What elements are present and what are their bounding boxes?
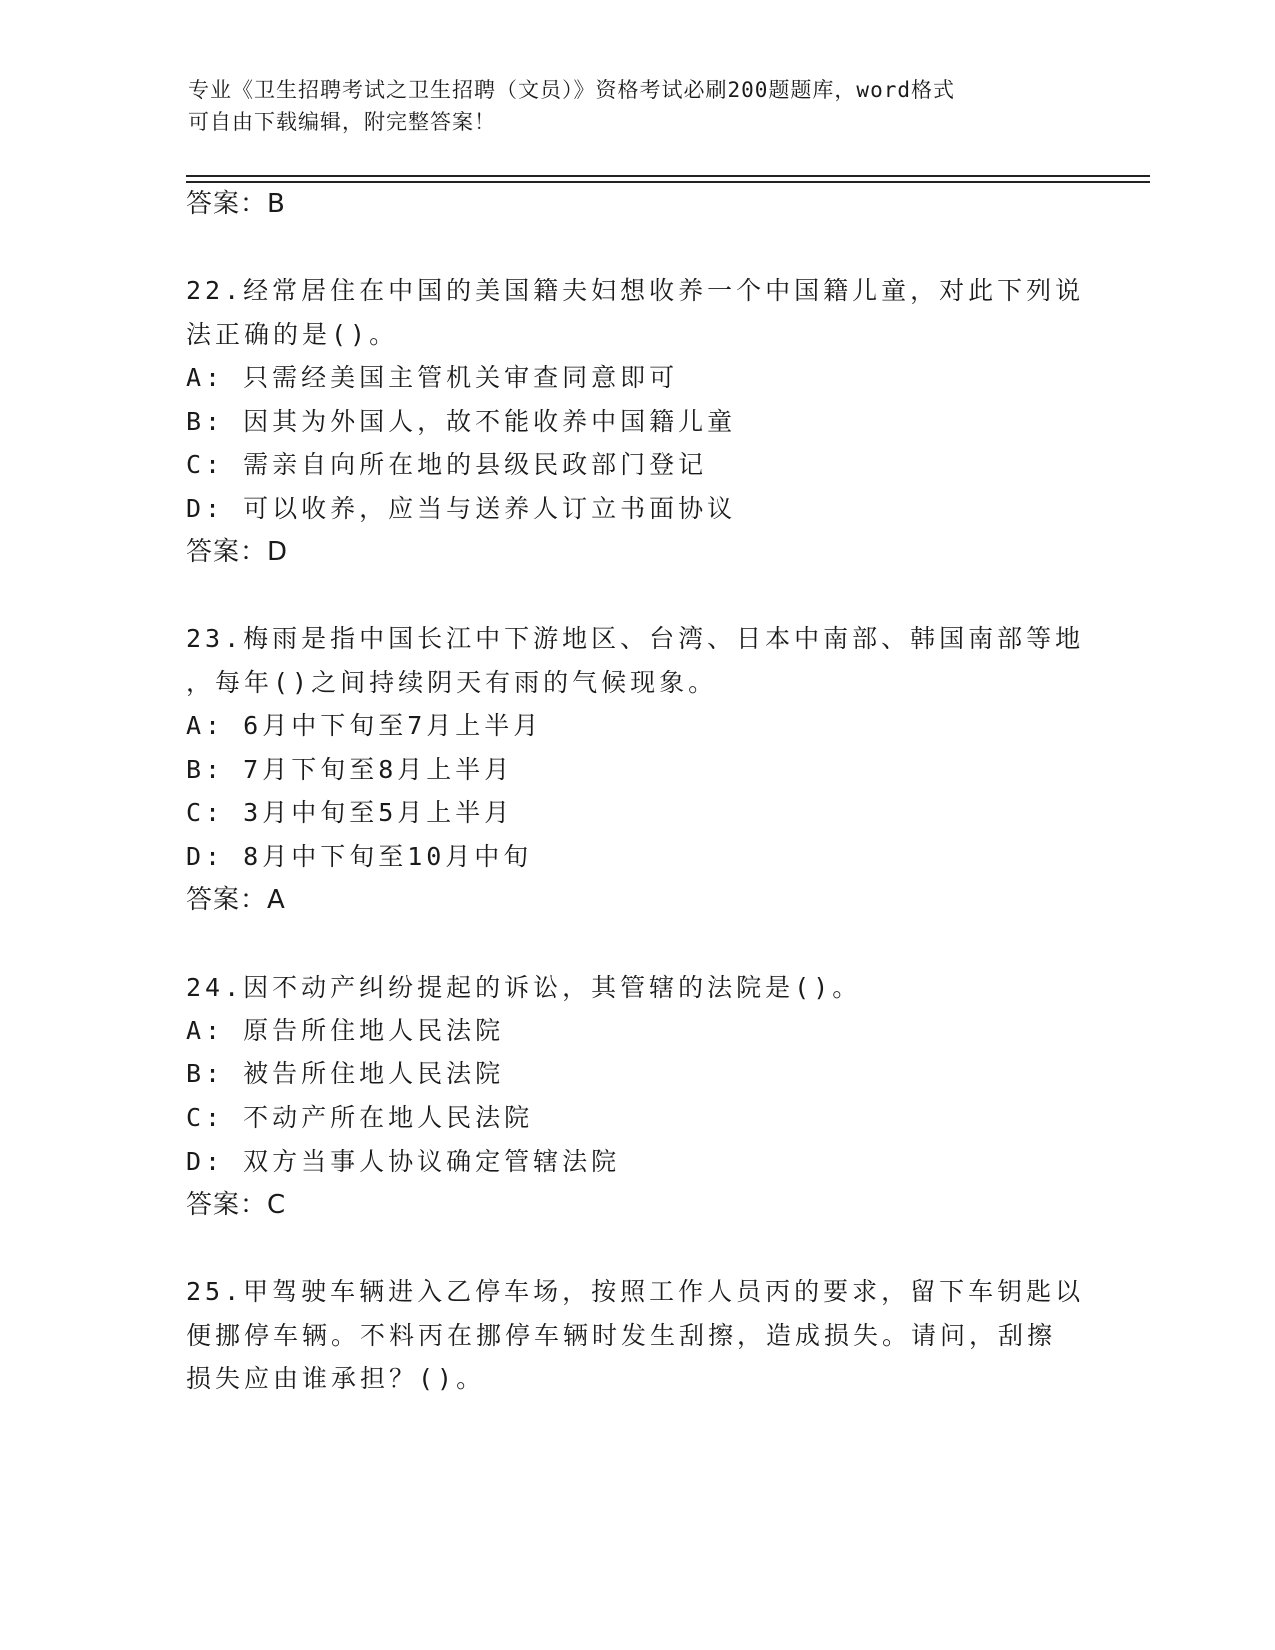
question-25-stem-line-3: 损失应由谁承担？()。 <box>186 1364 486 1393</box>
question-22-option-c: C: 需亲自向所在地的县级民政部门登记 <box>186 450 708 479</box>
question-24-option-d: D: 双方当事人协议确定管辖法院 <box>186 1147 621 1176</box>
header-rule-bottom <box>186 181 1150 183</box>
header-line-1: 专业《卫生招聘考试之卫生招聘（文员）》资格考试必刷200题题库，word格式 <box>188 78 955 102</box>
question-22-stem-line-2: 法正确的是()。 <box>186 320 399 349</box>
document-header <box>188 74 1068 138</box>
question-25-stem-line-2: 便挪停车辆。不料丙在挪停车辆时发生刮擦，造成损失。请问，刮擦 <box>186 1321 1057 1350</box>
question-23-option-a: A: 6月中下旬至7月上半月 <box>186 711 543 740</box>
question-22-option-a: A: 只需经美国主管机关审查同意即可 <box>186 363 679 392</box>
question-23-stem-line-1: 23.梅雨是指中国长江中下游地区、台湾、日本中南部、韩国南部等地 <box>186 624 1085 653</box>
question-23-answer: 答案：A <box>186 885 286 915</box>
question-23-option-c: C: 3月中旬至5月上半月 <box>186 798 514 827</box>
header-rule-top <box>186 175 1150 177</box>
question-24-option-b: B: 被告所住地人民法院 <box>186 1059 505 1088</box>
header-line-2: 可自由下载编辑，附完整答案！ <box>188 110 496 134</box>
question-23-option-d: D: 8月中下旬至10月中旬 <box>186 842 533 871</box>
question-22-option-b: B: 因其为外国人，故不能收养中国籍儿童 <box>186 407 737 436</box>
question-22-stem-line-1: 22.经常居住在中国的美国籍夫妇想收养一个中国籍儿童，对此下列说 <box>186 276 1085 305</box>
question-24-option-a: A: 原告所住地人民法院 <box>186 1016 505 1045</box>
answer-21: 答案：B <box>186 189 286 219</box>
question-22-answer: 答案：D <box>186 537 289 567</box>
question-24-stem-line-1: 24.因不动产纠纷提起的诉讼，其管辖的法院是()。 <box>186 973 862 1002</box>
question-23-stem-line-2: ，每年()之间持续阴天有雨的气候现象。 <box>186 668 718 697</box>
question-22-option-d: D: 可以收养，应当与送养人订立书面协议 <box>186 494 737 523</box>
question-23-option-b: B: 7月下旬至8月上半月 <box>186 755 514 784</box>
question-24-option-c: C: 不动产所在地人民法院 <box>186 1103 534 1132</box>
question-25-stem-line-1: 25.甲驾驶车辆进入乙停车场，按照工作人员丙的要求，留下车钥匙以 <box>186 1277 1085 1306</box>
question-24-answer: 答案：C <box>186 1190 287 1220</box>
